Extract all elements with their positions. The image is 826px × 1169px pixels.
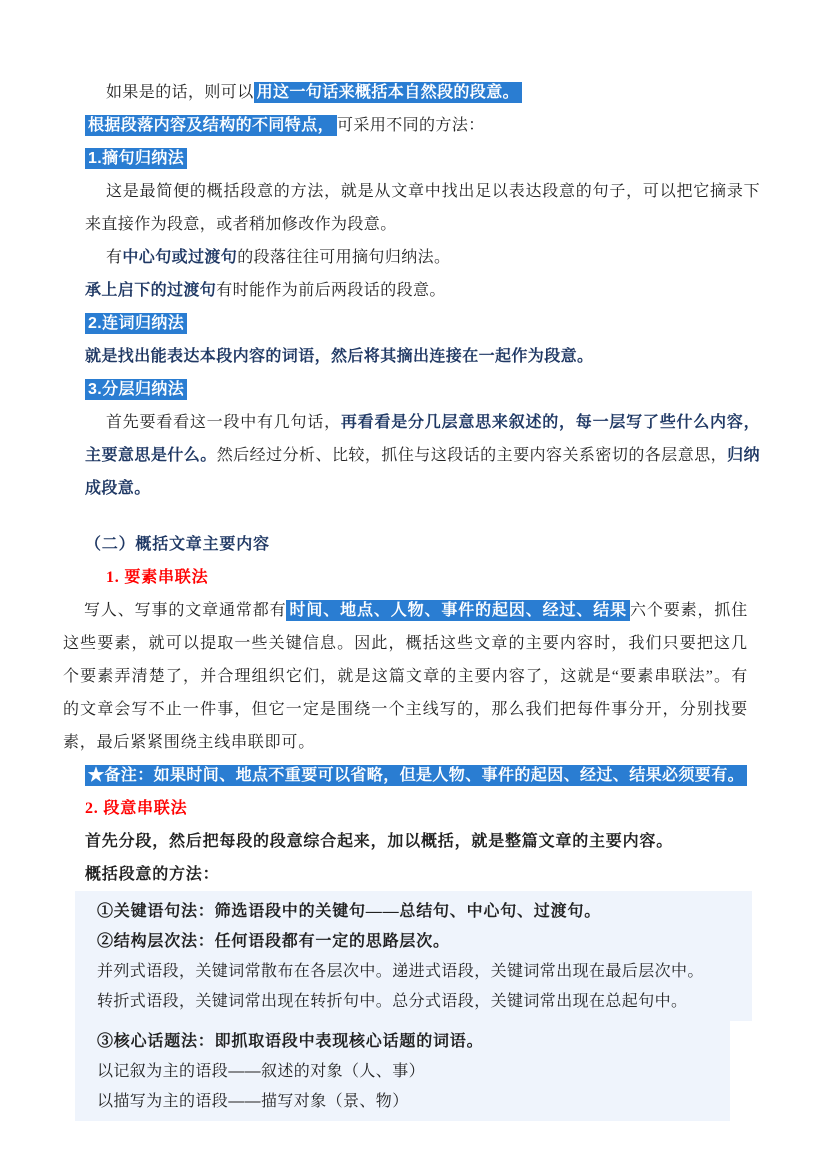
- note-2-keyterm: 承上启下的过渡句: [85, 282, 217, 299]
- method-3-run-1: 首先要看看这一段中有几句话，: [106, 414, 341, 431]
- remark-bar: ★备注：如果时间、地点不重要可以省略，但是人物、事件的起因、经过、结果必须要有。: [85, 765, 747, 786]
- method-1-note-2: [85, 274, 760, 307]
- method-2-heading-line: [85, 307, 760, 340]
- method-2-description: 就是找出能表达本段内容的词语，然后将其摘出连接在一起作为段意。: [85, 348, 594, 365]
- intro-text-run: 如果是的话，则可以: [106, 84, 254, 101]
- highlight-run-summarize-sentence: 用这一句话来概括本自然段的段意。: [254, 82, 522, 103]
- element-chain-run-2: 六个要素，抓住这些要素，就可以提取一些关键信息。因此，概括这些文章的主要内容时，我们只要把这几个要素弄清楚了，并合理组织它们，就是这篇文章的主要内容了，这就是“要素串联法”。有的文章会写不止一件事，但它一定是围绕一个主线写的，那么我们把每件事分开，分别找要素，最后紧紧围绕主线串联即可。: [63, 602, 748, 751]
- note-1-post: 的段落往往可用摘句归纳法。: [237, 249, 451, 266]
- highlight-run-six-elements: 时间、地点、人物、事件的起因、经过、结果: [286, 600, 629, 621]
- note-2-post: 有时能作为前后两段话的段意。: [216, 282, 446, 299]
- method-1-heading-line: [85, 142, 760, 175]
- method-3-run-2-emphasis: 再看看是分几层意思来叙述的，每一层写了些什么内容，主要意思是什么。: [85, 414, 760, 464]
- method-1-description: 这是最简便的概括段意的方法，就是从文章中找出足以表达段意的句子，可以把它摘录下来直接作为段意，或者稍加修改作为段意。: [85, 183, 760, 233]
- method-1-note-1: [85, 241, 760, 274]
- note-1-pre: 有: [106, 249, 123, 266]
- element-chain-method-paragraph: [63, 594, 748, 759]
- box-item-2-detail-2: 转折式语段，关键词常出现在转折句中。总分式语段，关键词常出现在总起句中。: [97, 993, 688, 1010]
- box-item-3-detail-2: 以描写为主的语段——描写对象（景、物）: [97, 1093, 409, 1110]
- box-item-3-core-topic-method: ③核心话题法：即抓取语段中表现核心话题的词语。: [97, 1033, 484, 1050]
- method-3-heading: 3.分层归纳法: [85, 379, 187, 400]
- method-3-heading-line: [85, 373, 760, 406]
- highlight-run-structure-features: 根据段落内容及结构的不同特点，: [85, 115, 337, 136]
- note-1-keyterm: 中心句或过渡句: [122, 249, 238, 266]
- remark-bar-line: [85, 759, 760, 792]
- methods-lead-paragraph: [85, 109, 760, 142]
- paragraph-chain-description: 首先分段，然后把每段的段意综合起来，加以概括，就是整篇文章的主要内容。: [85, 833, 674, 850]
- highlight-box-bottom: [75, 1021, 730, 1121]
- box-item-3-detail-1: 以记叙为主的语段——叙述的对象（人、事）: [97, 1063, 426, 1080]
- highlight-box-top: [75, 891, 752, 1021]
- method-3-run-4-emphasis: 归纳成段意。: [85, 447, 760, 497]
- intro-paragraph: [85, 76, 760, 109]
- paragraph-chain-method-title: 2. 段意串联法: [85, 800, 188, 817]
- method-1-heading: 1.摘句归纳法: [85, 148, 187, 169]
- method-3-run-3: 然后经过分析、比较，抓住与这段话的主要内容关系密切的各层意思，: [216, 447, 728, 464]
- element-chain-run-1: 写人、写事的文章通常都有: [84, 602, 287, 619]
- methods-lead-text: 可采用不同的方法：: [337, 117, 485, 134]
- element-chain-method-title: 1. 要素串联法: [106, 569, 209, 586]
- method-2-heading: 2.连词归纳法: [85, 313, 187, 334]
- box-item-2-structure-level-method: ②结构层次法：任何语段都有一定的思路层次。: [97, 933, 450, 950]
- method-3-description: [85, 406, 760, 505]
- summarize-methods-lead: 概括段意的方法：: [85, 866, 220, 883]
- box-item-1-key-sentence-method: ①关键语句法：筛选语段中的关键句——总结句、中心句、过渡句。: [97, 903, 602, 920]
- box-item-2-detail-1: 并列式语段，关键词常散布在各层次中。递进式语段，关键词常出现在最后层次中。: [97, 963, 704, 980]
- section-2-title: （二）概括文章主要内容: [85, 536, 270, 553]
